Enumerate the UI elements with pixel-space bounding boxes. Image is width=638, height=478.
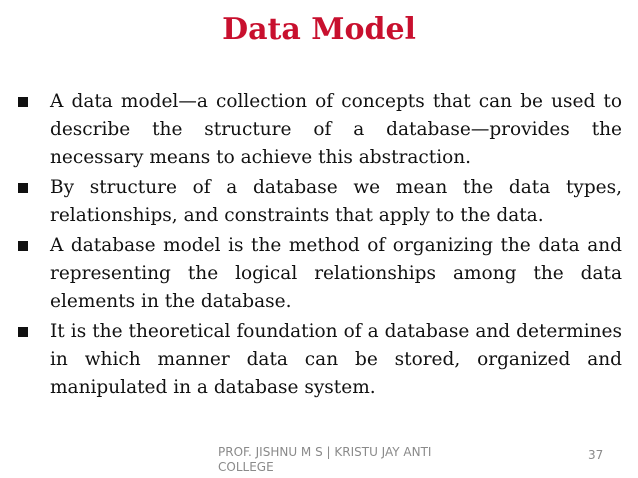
bullet-item bbox=[14, 174, 622, 230]
page-number: 37 bbox=[588, 448, 604, 462]
bullet-list bbox=[14, 88, 622, 404]
bullet-text: It is the theoretical foundation of a database and determines in which manner data can be stored, organized and manipulated in a database system. bbox=[50, 321, 622, 398]
bullet-item bbox=[14, 318, 622, 402]
bullet-text: A data model—a collection of concepts that can be used to describe the structure of a database—provides the necessary means to achieve this abstraction. bbox=[50, 91, 622, 168]
square-bullet-icon bbox=[18, 241, 28, 251]
bullet-item bbox=[14, 88, 622, 172]
square-bullet-icon bbox=[18, 183, 28, 193]
slide-footer: PROF. JISHNU M S | KRISTU JAY ANTI COLLEGE bbox=[218, 445, 432, 474]
bullet-item bbox=[14, 232, 622, 316]
square-bullet-icon bbox=[18, 97, 28, 107]
square-bullet-icon bbox=[18, 327, 28, 337]
bullet-text: By structure of a database we mean the data types, relationships, and constraints that apply to the data. bbox=[50, 177, 622, 226]
slide-title: Data Model bbox=[222, 12, 416, 47]
bullet-text: A database model is the method of organizing the data and representing the logical relationships among the data elements in the database. bbox=[50, 235, 622, 312]
